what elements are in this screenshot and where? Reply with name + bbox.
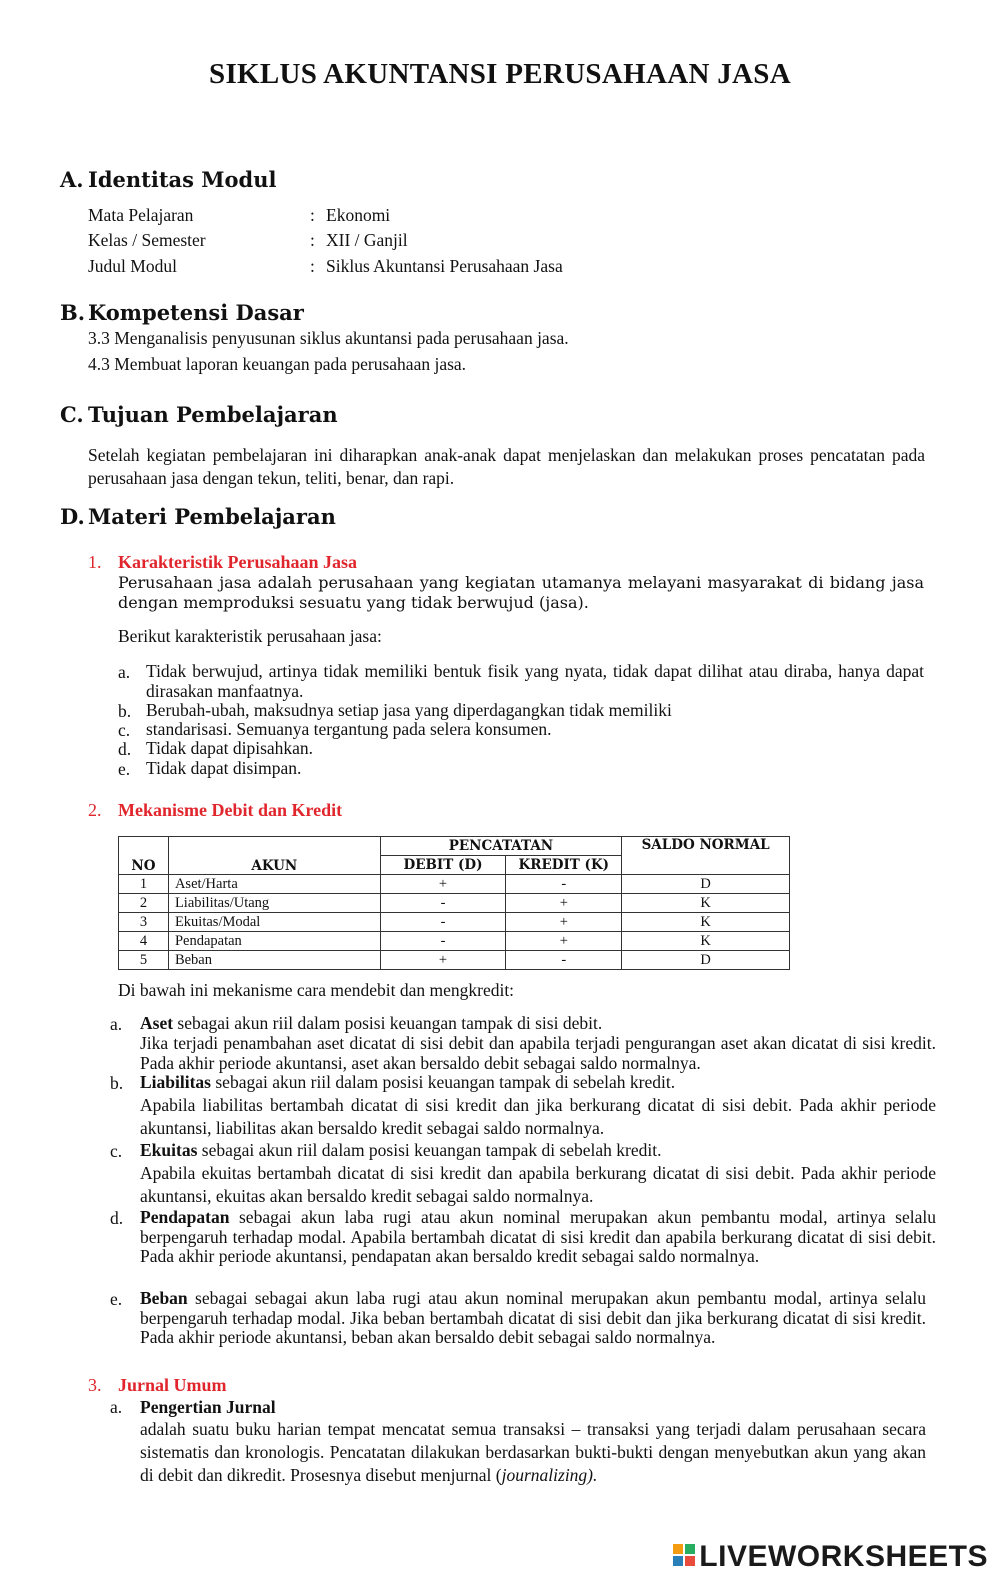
list-item xyxy=(140,1289,926,1348)
list-item xyxy=(140,1014,936,1034)
identity-label: Mata Pelajaran xyxy=(88,205,194,225)
identity-value: Siklus Akuntansi Perusahaan Jasa xyxy=(326,256,563,276)
account-term: Liabilitas xyxy=(140,1072,211,1092)
cell-kredit: + xyxy=(506,894,622,913)
materi-heading: Jurnal Umum xyxy=(118,1375,227,1395)
identity-colon: : xyxy=(310,256,315,276)
identity-label: Judul Modul xyxy=(88,256,177,276)
section-a-heading xyxy=(60,167,276,192)
account-term: Ekuitas xyxy=(140,1140,198,1160)
account-term: Pendapatan xyxy=(140,1207,230,1227)
account-term: Beban xyxy=(140,1288,188,1308)
header-akun: AKUN xyxy=(168,837,380,875)
cell-saldo: K xyxy=(622,913,790,932)
materi-intro: Di bawah ini mekanisme cara mendebit dan mengkredit: xyxy=(118,980,515,1000)
section-title: Materi Pembelajaran xyxy=(88,504,336,529)
list-marker: c. xyxy=(110,1141,123,1161)
cell-kredit: - xyxy=(506,951,622,970)
account-text: sebagai akun laba rugi atau akun nominal merupakan akun pembantu modal, artinya selalu berpengaruh terhadap modal. Apabila bertambah dicatat di sisi kredit dan apabila berkurang dicatat di sisi debit. Pada akhir periode akuntansi, pendapatan akan bersaldo kredit sebagai saldo normalnya. xyxy=(140,1207,936,1266)
section-title: Identitas Modul xyxy=(88,167,277,192)
cell-no: 4 xyxy=(119,932,169,951)
list-item: Tidak dapat dipisahkan. xyxy=(146,738,314,758)
jurnal-body: adalah suatu buku harian tempat mencatat semua transaksi – transaksi yang terjadi dalam perusahaan secara sistematis dan kronologis. Pencatatan dilakukan berdasarkan bukti-bukti dengan menyebutkan akun yang akan di debit dan dikredit. Prosesnya disebut menjurnal ( xyxy=(140,1419,926,1485)
list-marker: d. xyxy=(110,1208,124,1228)
list-item xyxy=(140,1073,936,1093)
section-letter: C. xyxy=(60,402,84,427)
identity-colon: : xyxy=(310,230,315,250)
kompetensi-item: 4.3 Membuat laporan keuangan pada perusahaan jasa. xyxy=(88,354,467,374)
section-title: Tujuan Pembelajaran xyxy=(88,402,338,427)
tujuan-paragraph: Setelah kegiatan pembelajaran ini diharapkan anak-anak dapat menjelaskan dan melakukan proses pencatatan pada perusahaan jasa dengan tekun, teliti, benar, dan rapi. xyxy=(88,445,925,488)
liveworksheets-logo xyxy=(673,1540,988,1574)
list-marker: b. xyxy=(110,1073,124,1093)
list-item-detail: Apabila liabilitas bertambah dicatat di sisi kredit dan jika berkurang dicatat di sisi debit. Pada akhir periode akuntansi, liabilitas akan bersaldo kredit sebagai saldo normalnya. xyxy=(140,1095,936,1138)
header-kredit: KREDIT (K) xyxy=(506,856,622,875)
list-item-detail: Jika terjadi penambahan aset dicatat di sisi debit dan apabila terjadi pengurangan aset akan dicatat di sisi kredit. Pada akhir periode akuntansi, aset akan bersaldo debit sebagai saldo normalnya. xyxy=(140,1033,936,1073)
cell-saldo: D xyxy=(622,875,790,894)
materi-intro: Berikut karakteristik perusahaan jasa: xyxy=(118,626,382,646)
list-item: Tidak berwujud, artinya tidak memiliki bentuk fisik yang nyata, tidak dapat dilihat atau diraba, hanya dapat dirasakan manfaatnya. xyxy=(146,661,924,701)
brand-name: LIVEWORKSHEETS xyxy=(699,1540,988,1573)
section-letter: B. xyxy=(60,300,86,325)
header-pencatatan: PENCATATAN xyxy=(380,837,622,856)
table-row xyxy=(119,951,790,970)
list-item: standarisasi. Semuanya tergantung pada selera konsumen. xyxy=(146,719,552,739)
list-item: Berubah-ubah, maksudnya setiap jasa yang diperdagangkan tidak memiliki xyxy=(146,700,672,720)
cell-saldo: K xyxy=(622,932,790,951)
cell-kredit: + xyxy=(506,932,622,951)
cell-akun: Liabilitas/Utang xyxy=(168,894,380,913)
section-b-heading xyxy=(60,300,304,325)
cell-no: 3 xyxy=(119,913,169,932)
header-debit: DEBIT (D) xyxy=(380,856,506,875)
cell-kredit: - xyxy=(506,875,622,894)
cell-akun: Pendapatan xyxy=(168,932,380,951)
table-row xyxy=(119,932,790,951)
materi-number: 2. xyxy=(88,800,102,820)
list-marker: a. xyxy=(110,1014,123,1034)
table-row xyxy=(119,875,790,894)
list-marker: e. xyxy=(118,759,131,779)
brand-logo-icon xyxy=(673,1544,695,1566)
identity-label: Kelas / Semester xyxy=(88,230,206,250)
account-term: Aset xyxy=(140,1013,174,1033)
list-marker: e. xyxy=(110,1289,123,1309)
list-marker: d. xyxy=(118,739,132,759)
jurnal-italic-term: journalizing). xyxy=(501,1465,598,1485)
cell-debit: - xyxy=(380,894,506,913)
cell-debit: + xyxy=(380,875,506,894)
cell-akun: Beban xyxy=(168,951,380,970)
debit-kredit-table xyxy=(118,836,790,970)
list-marker: c. xyxy=(118,720,131,740)
cell-no: 1 xyxy=(119,875,169,894)
sub-heading: Pengertian Jurnal xyxy=(140,1397,276,1417)
list-item-detail: Apabila ekuitas bertambah dicatat di sisi kredit dan apabila berkurang dicatat di sisi debit. Pada akhir periode akuntansi, ekuitas akan bersaldo kredit sebagai saldo normalnya. xyxy=(140,1163,936,1206)
section-letter: D. xyxy=(60,504,85,529)
cell-no: 2 xyxy=(119,894,169,913)
account-text: sebagai akun riil dalam posisi keuangan tampak di sisi debit. xyxy=(173,1013,603,1033)
list-marker: b. xyxy=(118,701,132,721)
cell-no: 5 xyxy=(119,951,169,970)
identity-value: Ekonomi xyxy=(326,205,391,225)
header-no: NO xyxy=(119,837,169,875)
section-d-heading xyxy=(60,504,336,529)
page-title: SIKLUS AKUNTANSI PERUSAHAAN JASA xyxy=(209,58,791,90)
materi-description: Perusahaan jasa adalah perusahaan yang kegiatan utamanya melayani masyarakat di bidang jasa dengan memproduksi sesuatu yang tidak berwujud (jasa). xyxy=(118,573,924,612)
cell-akun: Aset/Harta xyxy=(168,875,380,894)
materi-number: 1. xyxy=(88,552,102,572)
account-text: sebagai akun riil dalam posisi keuangan tampak di sebelah kredit. xyxy=(197,1140,662,1160)
list-item: Tidak dapat disimpan. xyxy=(146,758,302,778)
identity-value: XII / Ganjil xyxy=(326,230,408,250)
list-marker: a. xyxy=(110,1397,123,1417)
list-item xyxy=(140,1141,936,1161)
table-row xyxy=(119,894,790,913)
section-letter: A. xyxy=(60,167,84,192)
section-c-heading xyxy=(60,402,338,427)
materi-heading: Karakteristik Perusahaan Jasa xyxy=(118,552,358,572)
cell-saldo: K xyxy=(622,894,790,913)
list-marker: a. xyxy=(118,662,131,682)
cell-debit: - xyxy=(380,932,506,951)
table-row xyxy=(119,913,790,932)
cell-kredit: + xyxy=(506,913,622,932)
materi-number: 3. xyxy=(88,1375,102,1395)
cell-debit: + xyxy=(380,951,506,970)
cell-saldo: D xyxy=(622,951,790,970)
kompetensi-item: 3.3 Menganalisis penyusunan siklus akuntansi pada perusahaan jasa. xyxy=(88,328,569,348)
table-header-row xyxy=(119,837,790,856)
identity-colon: : xyxy=(310,205,315,225)
cell-debit: - xyxy=(380,913,506,932)
jurnal-paragraph xyxy=(140,1418,926,1487)
account-text: sebagai akun riil dalam posisi keuangan tampak di sebelah kredit. xyxy=(211,1072,676,1092)
cell-akun: Ekuitas/Modal xyxy=(168,913,380,932)
header-saldo-normal: SALDO NORMAL xyxy=(622,837,790,875)
materi-heading: Mekanisme Debit dan Kredit xyxy=(118,800,343,820)
section-title: Kompetensi Dasar xyxy=(88,300,304,325)
account-text: sebagai sebagai akun laba rugi atau akun nominal merupakan akun pembantu modal, artinya selalu berpengaruh terhadap modal. Jika beban bertambah dicatat di sisi debit dan jika berkurang dicatat di sisi kredit. Pada akhir periode akuntansi, beban akan bersaldo debit sebagai saldo normalnya. xyxy=(140,1288,926,1347)
list-item xyxy=(140,1208,936,1267)
